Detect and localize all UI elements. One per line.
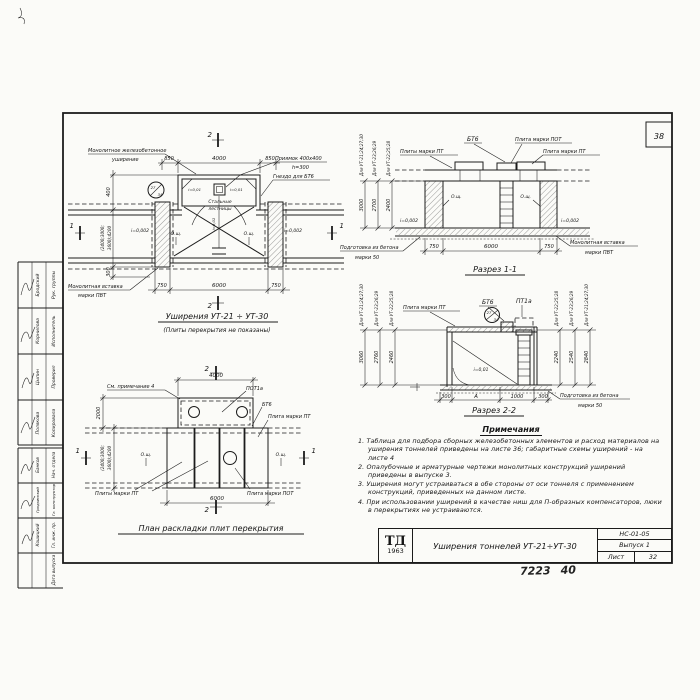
stamp-role: Гл. конструктор [51,483,56,517]
dim-label: 2460 [389,350,395,364]
dim-label: (2400;3000; [100,445,105,471]
dim-label: 6000 [210,496,224,502]
plan-slabs-drawing [76,365,316,534]
dim-variant-label: Для УТ-22;25;28 [386,140,391,176]
dim-label: 4000 [209,373,223,379]
slope-label: i=0,01 [230,187,243,192]
section-2-2-drawing [359,284,630,416]
publisher-logo [379,529,413,562]
callout-label: Приямок 400х400 [275,156,322,162]
section-mark-2: 2 [204,365,209,373]
dim-label: 2700 [372,198,378,212]
notes-block [358,426,664,515]
callout-label: Гнездо для БТ6 [273,174,314,180]
dim-variant-label: Для УТ-21;24;27;30 [359,284,364,326]
handwritten-right: 40 [560,563,577,577]
callout-label: БТ6 [467,136,479,143]
callout-label: ПОТ1а [246,386,263,392]
scan-artifact [18,8,24,24]
callout-label: Монолитное железобетонное [88,148,167,154]
sheet-number-row [598,552,671,562]
dim-label: 300 [538,394,548,400]
stamp-role: Дата выпуска [51,554,56,586]
dim-variant-label: Для УТ-22;25;28 [554,290,559,326]
slope-label: i=0,002 [561,219,579,224]
ladders-label: лестницы [208,207,232,212]
dim-label: (2400;3000; [100,225,105,251]
logo-year: 1963 [387,547,404,555]
slope-label: i=0,002 [131,229,149,234]
callout-label: марки ПВТ [585,250,614,256]
callout-label: БТ6 [482,299,494,306]
dim-label: 3600);4200 [107,225,112,251]
dim-variant-label: Для УТ-23;26;29 [569,290,574,326]
dim-label: 2540 [569,350,575,364]
plan-widening-drawing [68,131,344,334]
callout-label: Монолитная вставка [68,284,123,290]
callout-label: h=300 [292,165,309,171]
dim-variant-label: Для УТ-21;24;27;30 [584,284,589,326]
dim-label: 850 [265,156,275,162]
handwritten-numbers [520,563,590,578]
callout-label: Монолитная вставка [570,240,625,246]
series-code: НС-01-05 [598,529,671,540]
section-mark-2: 2 [207,302,212,310]
stamp-table-upper [18,262,63,445]
slope-label: i=0,002 [400,219,418,224]
stamp-table-lower [18,448,63,588]
section-mark-1: 1 [339,222,344,230]
callout-label: ПТ1а [516,298,532,305]
drawing-subtitle: (Плиты перекрытия не показаны) [163,327,271,334]
stamp-role: Рук. группы [52,270,57,300]
dim-label: 750 [429,244,439,250]
dim-label: 4000 [212,156,226,162]
stamp-role: Нач. отдела [51,451,56,479]
title-block [378,528,672,563]
section-mark-2: 2 [207,131,212,139]
callout-label: Плиты марки ПТ [95,491,139,497]
dim-label: 6000 [484,244,498,250]
gutter-label: О.щ. [170,232,182,237]
notes-title: Примечания [482,425,540,434]
dim-label: 2840 [584,350,590,364]
section-mark-1: 1 [69,222,74,230]
handwritten-left: 7223 [519,564,551,578]
callout-label: Плита марки ПТ [403,305,446,311]
dim-label: 300 [441,394,451,400]
section-1-1-drawing [340,134,638,275]
detail-callout-number: 27 [486,310,492,315]
callout-label: уширение [112,157,139,163]
drawing-title: План раскладки плит перекрытия [138,524,284,533]
dim-label: 3060 [359,350,365,364]
callout-label: См. примечание 4 [107,384,155,390]
ladders-label: Стальные [208,200,232,205]
stamp-role: Проверил [52,365,57,389]
stamp-role: Копировала [52,408,57,438]
dim-variant-label: Для УТ-23;26;29 [372,140,377,176]
dim-label: 2400 [386,198,392,212]
callout-label: Подготовка из бетона [560,393,619,399]
section-mark-2: 2 [204,506,209,514]
note-item: 1. Таблица для подбора сборных железобетонных элементов и расход материалов на уширения тоннелей приведены на листе 36; габаритные схемы уширений - на листе 4 [358,437,660,462]
dim-label: 6000 [212,283,226,289]
dim-label: 3600);4200 [107,445,112,471]
dim-label: 2240 [554,350,560,364]
stamp-name: Корнилова [36,318,41,344]
note-item: 2. Опалубочные и арматурные чертежи монолитных конструкций уширений приведены в выпуске 3. [358,462,626,480]
note-item: 3. Уширения могут устраиваться в обе стороны от оси тоннеля с применением конструкций, приведенных на данном листе. [358,480,634,497]
callout-label: Плиты марки ПТ [400,149,444,155]
drawing-title: Уширения УТ-21 ÷ УТ-30 [165,312,269,321]
sheet-title: Уширения тоннелей УТ-21÷УТ-30 [433,540,577,551]
section-mark-1: 1 [311,447,316,455]
detail-sheet-number: 34 [157,192,163,197]
gutter-label: О.щ. [140,453,152,458]
dim-label: 300 [106,267,112,277]
signature [21,496,35,509]
callout-label: марки 50 [578,403,603,409]
callout-label: марки ПВТ [78,293,107,299]
slope-label: i=0,01 [188,187,201,192]
dim-label: 1000 [510,394,524,400]
gutter-label: О.щ. [275,453,287,458]
sheet-number: 32 [648,552,658,561]
gutter-label: О.щ. [451,195,462,200]
callout-label: Плита марки ПОТ [515,137,562,143]
callout-label: Подготовка из бетона [340,245,399,251]
dim-label: 400 [106,187,112,197]
gutter-label: О.щ. [243,232,255,237]
stamp-name: Бродский [36,273,41,297]
drawing-title: Разрез 2-2 [472,406,516,415]
callout-label: Плита марки ПТ [543,149,586,155]
signature [21,327,35,342]
dim-variant-label: Для УТ-23;26;29 [374,290,379,326]
stamp-role: Исполнитель [52,315,57,347]
dim-label: А [474,394,478,400]
callout-label: Плита марки ПОТ [247,491,294,497]
stamp-name: Цыпин [36,369,41,385]
dim-label: 750 [271,283,281,289]
issue-number: Выпуск 1 [598,540,671,551]
detail-sheet-number: 34 [493,317,499,322]
dim-label: 750 [544,244,554,250]
slope-label: i=0,002 [284,229,302,234]
sheet-corner-number: 38 [653,132,665,141]
slope-label: i=0,01 [211,217,216,231]
detail-callout-number: 27 [150,185,156,190]
slope-label: i=0,01 [473,368,489,373]
dim-label: 3000 [359,198,365,212]
title-block-right [597,529,671,562]
gutter-label: О.щ. [520,195,531,200]
sheet-label: Лист [598,552,635,562]
stamp-name: Банков [35,457,40,473]
stamp-name: Полякова [36,411,41,435]
dim-label: 2760 [374,350,380,364]
drawing-title: Разрез 1-1 [473,265,517,274]
signature [21,417,35,433]
callout-label: БТ6 [262,402,272,408]
logo-text: ТД [384,534,407,549]
stamp-role: Гл. инж. пр. [51,521,56,549]
stamp-name: Гродзинский [35,487,40,513]
stamp-name: Кошицкий [35,523,40,547]
dim-label: 2000 [96,406,102,420]
dim-variant-label: Для УТ-22;25;28 [389,290,394,326]
callout-label: марки 50 [355,255,380,261]
dim-variant-label: Для УТ-21;24;27;30 [359,134,364,176]
callout-label: Плита марки ПТ [268,414,311,420]
dim-label: 850 [164,156,174,162]
section-mark-1: 1 [75,447,80,455]
note-item: 4. При использовании уширений в качестве ниш для П-образных компенсаторов, люки в перекрытиях не устраиваются. [358,497,662,514]
dim-label: 750 [157,283,167,289]
